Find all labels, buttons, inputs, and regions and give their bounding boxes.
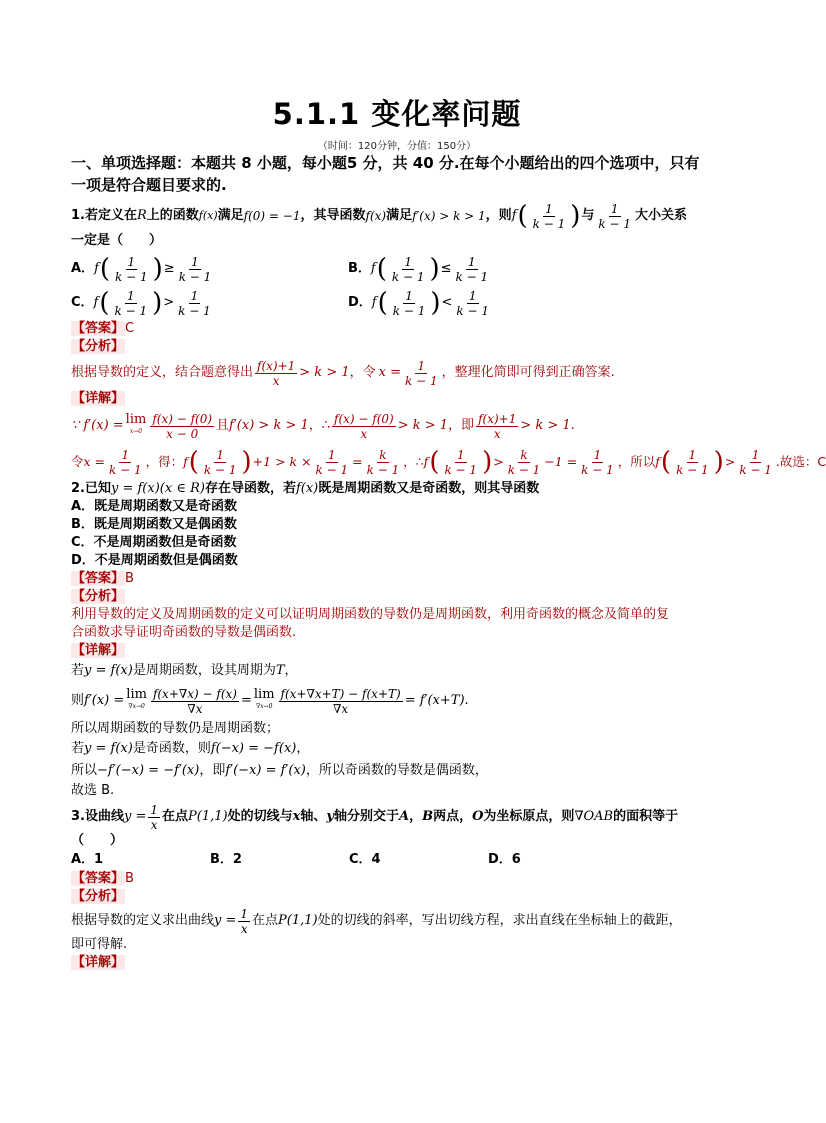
q1-detail-line1: ∵ f′(x) = lim x→0 $\frac{f(x) - f(0)}{x - 0}$ 且 f′(x) > k > 1 ，∴ $\frac{f(x) - f(0)}{x}$ > k > 1 ，即 $\frac{f(x)+1}{x}$ > k > 1. [71,411,575,441]
q2-detail-line5: 所以 −f′(−x) = −f′(x) ，即 f′(−x) = f′(x) ，所以奇函数的导数是偶函数， [71,763,488,778]
q1-analysis: 根据导数的定义，结合题意得出 $\frac{f(x)+1}{x}$ > k > 1 ，令 x = $\frac{1}{k - 1}$ ，整理化简即可得到正确答案. [71,358,615,388]
q2-option-c[interactable]: C．不是周期函数但是奇函数 [71,535,237,550]
q1-stem: 1.若定义在 R 上的函数 f(x) 满足 f(0) = −1 ，其导函数 f(x) 满足 f′(x) > k > 1 ，则 f ( $\frac{1}{k - 1}$ ) 与 $\frac{1}{k - 1}$ 大小关系 [71,201,688,231]
question-1 [71,200,826,480]
question-3 [71,802,723,972]
q2-detail-label: 【详解】 [72,643,125,658]
page-title: 5.1.1 变化率问题 [272,97,522,131]
q1-option-a[interactable]: A． f ( $\frac{1}{k - 1}$ ) ≥ $\frac{1}{k - 1}$ [71,254,212,284]
q1-options-cd [71,286,723,320]
q2-detail-line6: 故选 B. [71,783,115,798]
q2-analysis: 利用导数的定义及周期函数的定义可以证明周期函数的导数仍是周期函数，利用奇函数的概念及简单的复 合函数求导证明奇函数的导数是偶函数. [71,607,670,640]
q3-answer: 【答案】B [72,871,134,886]
q2-answer: 【答案】B [72,571,134,586]
question-2 [71,480,723,802]
q1-option-c[interactable]: C． f ( $\frac{1}{k - 1}$ ) > $\frac{1}{k - 1}$ [71,288,211,318]
q3-analysis-line2: 即可得解. [71,937,128,952]
q3-analysis-label: 【分析】 [72,889,125,904]
q3-detail-label: 【详解】 [72,955,125,970]
q3-analysis: 根据导数的定义求出曲线 y = $\frac{1}{x}$ 在点 P(1,1) 处的切线的斜率，写出切线方程，求出直线在坐标轴上的截距， [71,906,682,936]
q1-answer: 【答案】C [72,321,135,336]
q3-stem: 3.设曲线 y = $\frac{1}{x}$ 在点 P(1,1) 处的切线与 x 轴、 y 轴分别交于 A ， B 两点， O 为坐标原点，则 ∇OAB 的面积等于 [71,802,679,832]
document-body [71,152,826,972]
q3-option-a[interactable]: A．1 [71,852,104,867]
q2-detail-line4: 若 y = f(x) 是奇函数，则 f(−x) = −f(x) ， [71,741,310,756]
q2-option-a[interactable]: A．既是周期函数又是奇函数 [71,499,238,514]
q3-option-c[interactable]: C．4 [349,852,381,867]
q1-options-ab [71,252,723,286]
page-subtitle: （时间：120分钟，分值：150分） [317,141,477,152]
q1-detail-line2: 令 x = $\frac{1}{k - 1}$ ，得： f ( $\frac{1}{k - 1}$ ) +1 > k × $\frac{1}{k - 1}$ = $\frac{k}{k - 1}$ ，∴ f ( $\frac{1}{k - 1}$ ) > $\frac{k}{k - 1}$ −1 = $\frac{1}{k - 1}$ ，所以 f ( $\frac{1}{k - 1}$ ) > $\frac{1}{k - 1}$ .故选： C [71,447,826,477]
q2-detail-line2: 则 f′(x) = lim ∇x→0 $\frac{f(x+\nabla x) - f(x)}{\nabla x}$ = lim ∇x→0 $\frac{f(x+\nabla x+T) - f(x+T)}{\nabla x}$ = f′(x+T). [71,686,469,716]
q3-options [71,850,723,870]
q2-detail-line1: 若 y = f(x) 是周期函数，设其周期为 T ， [71,663,298,678]
q3-option-d[interactable]: D．6 [488,852,521,867]
section-heading: 一、单项选择题：本题共 8 小题，每小题5 分，共 40 分.在每个小题给出的四个选项中，只有 一项是符合题目要求的. [71,154,700,194]
q2-option-d[interactable]: D．不是周期函数但是偶函数 [71,553,238,568]
q2-analysis-label: 【分析】 [72,589,125,604]
q2-option-b[interactable]: B．既是周期函数又是偶函数 [71,517,237,532]
q3-option-b[interactable]: B．2 [210,852,242,867]
q1-analysis-label: 【分析】 [72,339,125,354]
q1-option-d[interactable]: D． f ( $\frac{1}{k - 1}$ ) < $\frac{1}{k - 1}$ [348,288,490,318]
q1-detail-label: 【详解】 [72,391,125,406]
q1-stem-line2: 一定是（ ） [71,233,163,248]
q2-detail-line3: 所以周期函数的导数仍是周期函数； [71,721,280,736]
q2-stem: 2.已知 y = f(x)(x ∈ R) 存在导函数，若 f(x) 既是周期函数又是奇函数，则其导函数 [71,481,540,496]
q3-stem-line2: （ ） [71,833,124,848]
q1-option-b[interactable]: B． f ( $\frac{1}{k - 1}$ ) ≤ $\frac{1}{k - 1}$ [348,254,489,284]
